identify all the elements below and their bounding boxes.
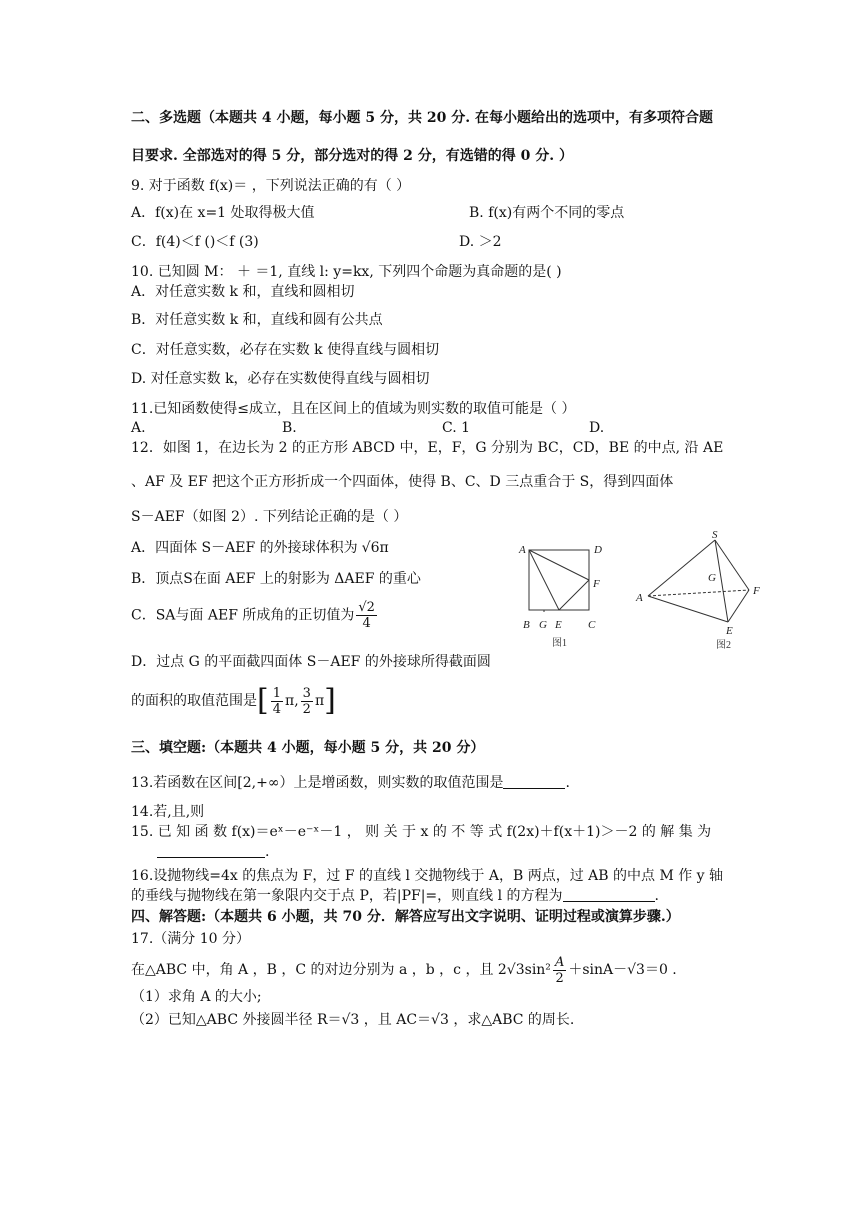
q12-range-high [301, 686, 313, 717]
q17-part2: （2）已知△ABC 外接圆半径 R＝√3 ，且 AC＝√3 ，求△ABC 的周长. [131, 1012, 575, 1028]
fig2-label-f: F [753, 585, 760, 597]
section4-header: 四、解答题:（本题共 6 小题，共 70 分．解答应写出文字说明、证明过程或演算步骤.） [131, 909, 680, 925]
fig2-caption: 图2 [716, 640, 731, 651]
q9-options-row2 [131, 232, 731, 252]
q17-stem-post: ＋sinA－√3＝0 . [568, 962, 677, 978]
fig1-label-b: B [523, 619, 530, 631]
q17-title: 17.（满分 10 分） [131, 931, 250, 947]
q17-fraction-num: A [554, 954, 565, 970]
q10-option-c: C．对任意实数，必存在实数 k 使得直线与圆相切 [131, 342, 440, 358]
q10-stem: 10. 已知圆 M： ＋ ＝1, 直线 l: y=kx, 下列四个命题为真命题的是( ) [131, 264, 562, 280]
q14: 14.若,且,则 [131, 804, 205, 820]
fig1-label-d: D [594, 544, 602, 556]
q17-part1: （1）求角 A 的大小; [131, 989, 262, 1005]
q13-end: . [565, 775, 570, 791]
q9-option-c: C．f(4)＜f ()＜f (3) [131, 234, 259, 250]
q15-line2 [157, 842, 269, 862]
fig1-label-e: E [555, 619, 562, 631]
fig2-label-g: G [708, 572, 716, 584]
q9-option-a: A．f(x)在 x=1 处取得极大值 [131, 205, 315, 221]
q11-option-c: C. 1 [442, 420, 471, 436]
q12-range-low-num: 1 [272, 685, 281, 701]
q12-option-d-line2: 的面积的取值范围是[ $\frac{1}{4}$ π, $\frac{3}{2}$ π] [131, 683, 336, 718]
q12-line2: 、AF 及 EF 把这个正方形折成一个四面体，使得 B、C、D 三点重合于 S，得到四面体 [131, 474, 674, 490]
fig1-label-f: F [593, 578, 600, 590]
q11-option-a: A. [131, 420, 146, 436]
q15-answer-blank [157, 843, 265, 858]
fig2-label-e: E [726, 625, 733, 637]
fig1-caption: 图1 [552, 638, 567, 649]
q17-fraction [553, 955, 566, 986]
fig2-label-s: S [712, 529, 718, 541]
q15-end: . [265, 844, 270, 860]
q9-stem: 9. 对于函数 f(x)＝ ，下列说法正确的有（ ） [131, 178, 411, 194]
q12-line3: S－AEF（如图 2）. 下列结论正确的是（ ） [131, 509, 408, 525]
q10-option-b: B．对任意实数 k 和，直线和圆有公共点 [131, 312, 383, 328]
q16-answer-blank [563, 887, 655, 902]
q11-option-d: D. [589, 420, 605, 436]
q12-option-c-numerator: √2 [358, 600, 375, 615]
q10-option-d: D. 对任意实数 k，必存在实数使得直线与圆相切 [131, 371, 430, 387]
q12-option-c-denominator: 4 [362, 616, 371, 631]
section2-header-line2: 目要求. 全部选对的得 5 分，部分选对的得 2 分，有选错的得 0 分. ） [131, 148, 573, 164]
section2-header-line1: 二、多选题（本题共 4 小题，每小题 5 分，共 20 分. 在每小题给出的选项中，有多项符合题 [131, 110, 713, 126]
q11-option-b: B. [282, 420, 297, 436]
q12-option-d-text: 的面积的取值范围是 [131, 693, 257, 709]
q9-options-row1 [131, 203, 731, 223]
q12-range-high-den: 2 [302, 701, 311, 717]
q13-text: 13.若函数在区间[2,+∞）上是增函数，则实数的取值范围是 [131, 775, 504, 791]
q12-option-c [131, 600, 379, 631]
fig1-label-a: A [519, 544, 526, 556]
q16-text: 的垂线与抛物线在第一象限内交于点 P，若|PF|=，则直线 l 的方程为 [131, 888, 563, 904]
q9-option-d: D. ＞2 [459, 234, 502, 250]
q9-option-b: B. f(x)有两个不同的零点 [469, 205, 625, 221]
q12-line1: 12．如图 1，在边长为 2 的正方形 ABCD 中，E，F，G 分别为 BC，CD，BE 的中点, 沿 AE [131, 440, 724, 456]
q12-option-b: B．顶点S在面 AEF 上的射影为 ΔAEF 的重心 [131, 571, 421, 587]
q13 [131, 773, 570, 793]
q11-stem: 11.已知函数使得≤成立，且在区间上的值域为则实数的取值可能是（ ） [131, 401, 576, 417]
q12-option-a-value: √6π [361, 540, 389, 556]
q16-end: . [654, 888, 659, 904]
q13-answer-blank [503, 774, 565, 789]
figure-2-tetrahedron [630, 528, 770, 656]
q12-option-c-text: C．SA与面 AEF 所成角的正切值为 [131, 607, 355, 624]
q12-option-a [131, 538, 389, 558]
q12-range-low [271, 686, 283, 717]
q12-option-d-line1: D．过点 G 的平面截四面体 S－AEF 的外接球所得截面圆 [131, 654, 491, 670]
q12-range-low-pi: π [285, 693, 295, 709]
q17-fraction-den: 2 [555, 970, 564, 986]
figure-1-square [510, 538, 610, 658]
q16-line2 [131, 886, 659, 906]
q12-option-c-fraction [356, 600, 377, 631]
q12-range-high-num: 3 [302, 685, 311, 701]
fig1-label-c: C [588, 619, 596, 631]
q12-option-a-text: A．四面体 S－AEF 的外接球体积为 [131, 540, 358, 556]
q11-options [131, 418, 731, 438]
q17-stem-pre: 在△ABC 中，角 A ，B ，C 的对边分别为 a ，b ，c ，且 2√3sin² [131, 962, 551, 978]
fig1-label-g: G [539, 619, 547, 631]
q10-option-a: A．对任意实数 k 和，直线和圆相切 [131, 284, 355, 300]
q12-range-high-pi: π [314, 693, 325, 709]
q17-stem [131, 953, 677, 987]
q15-line1: 15. 已 知 函 数 f(x)＝eˣ－e⁻ˣ－1 ， 则 关 于 x 的 不 等 式 f(2x)＋f(x＋1)＞－2 的 解 集 为 [131, 824, 712, 840]
section3-header: 三、填空题:（本题共 4 小题，每小题 5 分，共 20 分） [131, 740, 485, 756]
q12-range-low-den: 4 [272, 701, 281, 717]
fig2-label-a: A [636, 592, 643, 604]
q16-line1: 16.设抛物线=4x 的焦点为 F，过 F 的直线 l 交抛物线于 A，B 两点，过 AB 的中点 M 作 y 轴 [131, 868, 724, 884]
